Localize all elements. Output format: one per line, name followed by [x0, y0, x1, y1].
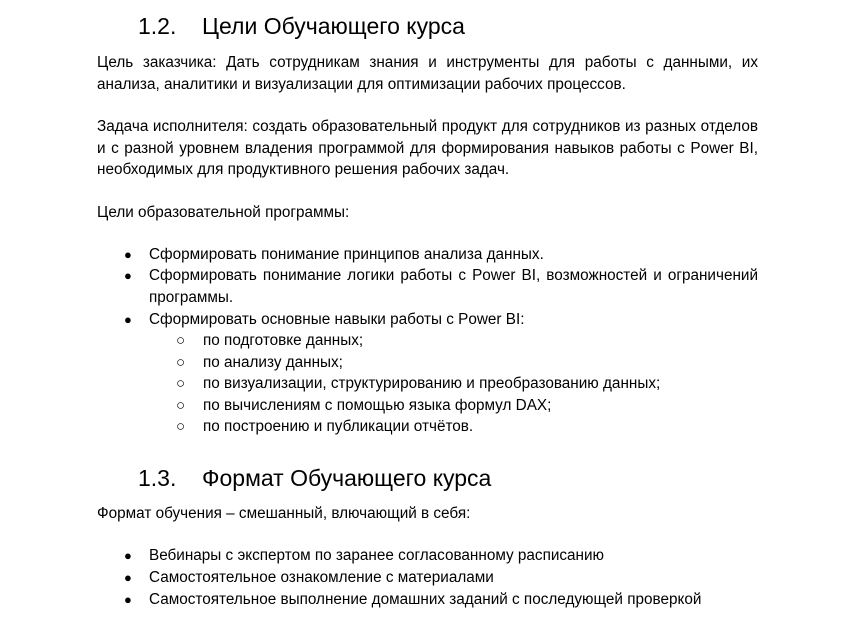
heading-number: 1.3. — [138, 465, 177, 491]
format-text: Самостоятельное ознакомление с материалами — [149, 569, 494, 586]
circle-bullet-icon: ○ — [176, 397, 186, 414]
bullet-icon: ● — [124, 548, 132, 563]
circle-bullet-icon: ○ — [176, 375, 186, 392]
goal-list-item — [124, 244, 544, 266]
skill-list-item — [176, 373, 661, 395]
heading-section-1-3 — [138, 464, 491, 492]
format-list-item — [124, 567, 494, 589]
skill-list-item — [176, 416, 474, 438]
skill-text: по вычислениям с помощью языка формул DAX; — [203, 397, 552, 414]
skill-text: по подготовке данных; — [203, 332, 364, 349]
skill-text: по построению и публикации отчётов. — [203, 418, 474, 435]
skill-list-item — [176, 395, 552, 417]
goal-list-item — [124, 265, 758, 308]
goal-list-item — [124, 309, 525, 331]
heading-number: 1.2. — [138, 13, 177, 39]
goal-text: Сформировать понимание логики работы с Power BI, возможностей и ограничений программы. — [149, 267, 758, 306]
heading-title: Формат Обучающего курса — [202, 465, 492, 491]
bullet-icon: ● — [124, 247, 132, 262]
circle-bullet-icon: ○ — [176, 418, 186, 435]
skill-text: по визуализации, структурированию и преобразованию данных; — [203, 375, 661, 392]
customer-goal-paragraph: Цель заказчика: Дать сотрудникам знания и инструменты для работы с данными, их анализа, аналитики и визуализации для оптимизации рабочих процессов. — [97, 54, 758, 93]
heading-section-1-2 — [138, 12, 465, 40]
heading-title: Цели Обучающего курса — [202, 13, 465, 39]
format-list-item — [124, 589, 702, 611]
skill-text: по анализу данных; — [203, 354, 343, 371]
format-text: Вебинары с экспертом по заранее согласованному расписанию — [149, 547, 605, 564]
goal-text: Сформировать основные навыки работы с Power BI: — [149, 311, 525, 328]
bullet-icon: ● — [124, 312, 132, 327]
skill-list-item — [176, 330, 364, 352]
circle-bullet-icon: ○ — [176, 354, 186, 371]
format-text: Самостоятельное выполнение домашних заданий с последующей проверкой — [149, 591, 702, 608]
format-intro: Формат обучения – смешанный, влючающий в себя: — [97, 505, 471, 522]
format-list-item — [124, 545, 605, 567]
circle-bullet-icon: ○ — [176, 332, 186, 349]
contractor-task-paragraph: Задача исполнителя: создать образовательный продукт для сотрудников из разных отделов и с разной уровнем владения программой для формирования навыков работы с Power BI, необходимых для продуктивного решения рабочих задач. — [97, 118, 758, 178]
goal-text: Сформировать понимание принципов анализа данных. — [149, 246, 544, 263]
program-goals-label: Цели образовательной программы: — [97, 204, 350, 221]
bullet-icon: ● — [124, 570, 132, 585]
skill-list-item — [176, 352, 343, 374]
bullet-icon: ● — [124, 268, 132, 283]
bullet-icon: ● — [124, 592, 132, 607]
